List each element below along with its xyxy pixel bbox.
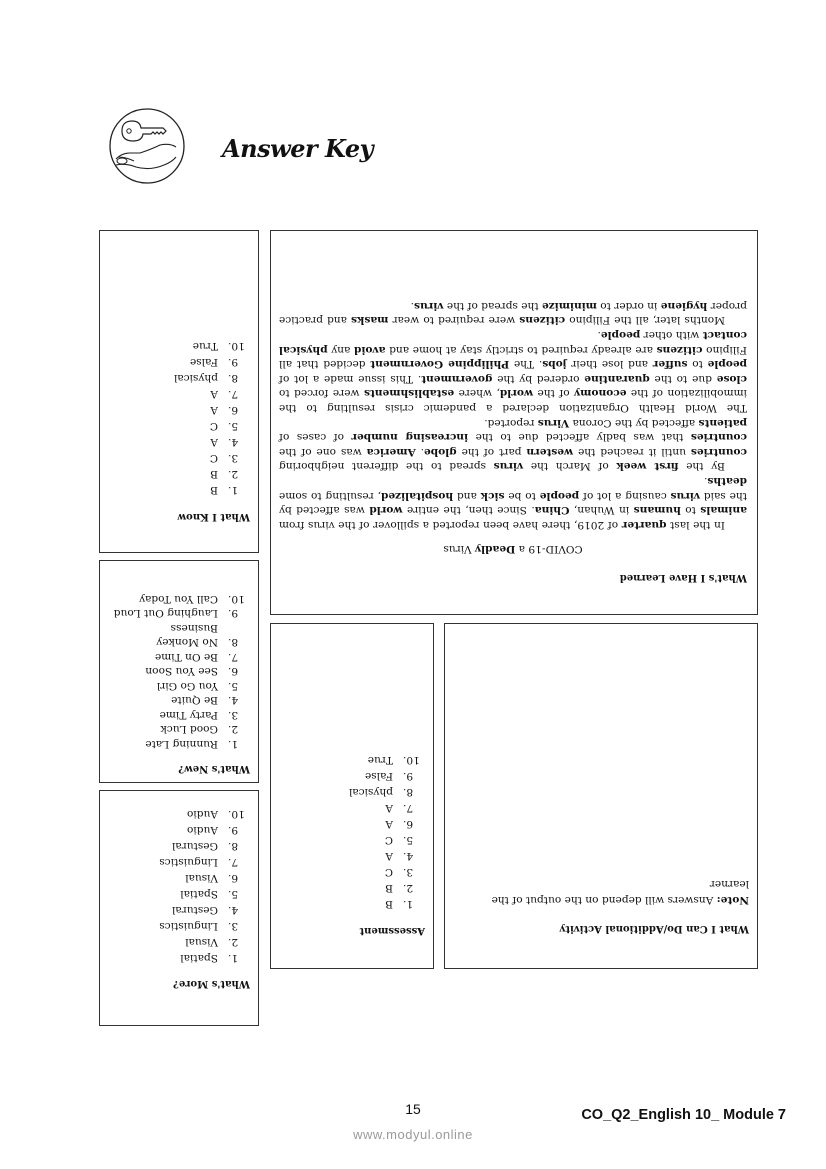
text-run: due to the (649, 372, 717, 385)
text-run: of March the (523, 460, 617, 473)
essay-paragraph (279, 328, 747, 416)
item-answer: physical (348, 786, 393, 798)
module-code: CO_Q2_English 10_ Module 7 (581, 1107, 786, 1123)
note-text: Answers will depend on the output of the learner (491, 878, 749, 906)
section-heading: Assessment (359, 925, 425, 936)
keyword: first week (616, 460, 679, 473)
answer-list (110, 806, 250, 966)
item-number: 8. (228, 840, 239, 852)
essay-paragraph (279, 298, 747, 327)
item-answer: Spatial (180, 888, 218, 900)
text-run: The World Health Organization declared a pandemic crisis resulting to the immobilization of the (279, 387, 747, 415)
item-answer: A (385, 802, 393, 814)
item-answer: No Monkey Business (156, 622, 218, 649)
text-run: Months later, all the Filipino (565, 314, 725, 327)
text-run: that was badly affected due to the (468, 431, 691, 444)
answer-item (281, 848, 425, 864)
answer-item (110, 838, 250, 854)
text-run: in order to (596, 299, 661, 312)
item-answer: Linguistics (159, 920, 218, 932)
answer-item (110, 450, 250, 466)
text-run: of cases of (279, 431, 352, 444)
keyword: world (369, 504, 403, 517)
answer-item (110, 870, 250, 886)
item-number: 9. (228, 607, 239, 620)
item-number: 4. (228, 694, 239, 707)
keyword: people (539, 489, 580, 502)
text-run: reported. (484, 416, 538, 429)
keyword: physical contact (278, 329, 747, 356)
answer-item (110, 370, 250, 386)
item-number: 1. (228, 952, 239, 964)
keyword: animals (700, 504, 747, 517)
keyword: quarantine (584, 372, 650, 385)
section-heading: What's I Have Learned (619, 572, 747, 583)
text-run: and (453, 489, 481, 502)
text-run: , resulting to some (279, 489, 381, 502)
item-number: 7. (403, 802, 414, 814)
keyword: world (499, 387, 534, 400)
text-run: . Since then, the entire (402, 504, 535, 517)
item-answer: Party Time (159, 709, 218, 721)
what-i-can-do-box (444, 623, 758, 969)
text-run: was affected by the said (279, 489, 747, 517)
keyword: masks (351, 314, 389, 327)
item-number: 3. (403, 866, 414, 878)
answer-item (281, 800, 425, 816)
text-run: the spread of the (443, 299, 542, 312)
item-number: 1. (403, 898, 414, 910)
item-number: 6. (403, 818, 414, 830)
item-number: 8. (403, 786, 414, 798)
item-answer: Good Luck (160, 723, 218, 736)
item-answer: Gestural (171, 904, 218, 916)
answer-item (281, 816, 425, 832)
item-answer: Spatial (180, 952, 218, 964)
item-answer: B (385, 882, 393, 894)
section-heading: What I Know (177, 511, 250, 522)
answer-item (281, 832, 425, 848)
text-run: and lose their (566, 358, 653, 371)
item-answer: Audio (186, 824, 218, 836)
keyword: virus (493, 460, 524, 473)
answer-item (110, 434, 250, 450)
essay-title (279, 542, 747, 557)
keyword: countries (690, 431, 747, 444)
text-run: . (597, 329, 601, 342)
item-number: 6. (228, 872, 239, 884)
item-number: 10. (403, 754, 420, 766)
item-answer: B (210, 484, 218, 496)
text-run: and practice proper (279, 299, 747, 327)
item-number: 4. (403, 850, 414, 862)
item-answer: See You Soon (145, 665, 218, 678)
answer-item (110, 621, 250, 650)
item-answer: C (384, 834, 393, 846)
answer-item (110, 354, 250, 370)
section-heading: What I Can Do/Additional Activity (559, 923, 749, 934)
answer-item (110, 402, 250, 418)
keyword: Philippine Government (370, 358, 510, 371)
item-number: 9. (228, 356, 239, 368)
answer-item (110, 902, 250, 918)
what-i-know-box (99, 230, 259, 553)
item-answer: Laughing Out Loud (113, 607, 218, 620)
item-answer: True (367, 754, 393, 766)
answer-item (110, 592, 250, 607)
item-number: 2. (228, 723, 239, 736)
item-answer: A (385, 850, 393, 862)
text-run: are already required to strictly stay at home and (385, 343, 657, 356)
item-answer: True (192, 340, 218, 352)
item-number: 7. (228, 651, 239, 663)
item-number: 9. (403, 770, 414, 782)
keyword: close (716, 372, 747, 385)
item-number: 4. (228, 436, 239, 448)
keyword: virus (414, 299, 444, 312)
whats-new-box (99, 560, 259, 783)
text-run: causing a lot of (579, 489, 671, 502)
answer-item (110, 482, 250, 498)
page-number: 15 (405, 1101, 421, 1117)
keyword: avoid (354, 343, 386, 356)
item-number: 5. (228, 420, 239, 432)
answer-item (110, 386, 250, 402)
answer-item (110, 606, 250, 621)
keyword: sick (480, 489, 505, 502)
answer-item (110, 664, 250, 679)
essay-body (279, 298, 747, 532)
item-answer: physical (173, 372, 218, 384)
answer-item (110, 693, 250, 708)
item-answer: B (385, 898, 393, 910)
essay-paragraph (279, 415, 747, 473)
text-run: until it reached the (573, 445, 691, 458)
item-answer: A (385, 818, 393, 830)
item-number: 2. (228, 936, 239, 948)
text-run: In the last (666, 518, 725, 531)
keyword: people (600, 329, 641, 342)
keyword: increasing number (351, 431, 469, 444)
keyword: China (534, 504, 570, 517)
item-answer: B (210, 468, 218, 480)
item-number: 3. (228, 452, 239, 464)
keyword: citizens (656, 343, 703, 356)
keyword: suffer (652, 358, 688, 371)
answer-list (281, 752, 425, 912)
item-answer: C (209, 420, 218, 432)
answer-item (110, 918, 250, 934)
text-run: to (687, 358, 708, 371)
answer-item (110, 737, 250, 752)
item-answer: Be Quite (171, 694, 218, 707)
note (489, 876, 749, 908)
keyword: America (366, 445, 416, 458)
text-run: of 2019, there have been reported a spillover of the virus from (279, 518, 622, 531)
answer-item (281, 752, 425, 768)
keyword: people (707, 358, 747, 371)
section-heading: What's More? (172, 978, 250, 989)
text-run: to (680, 504, 701, 517)
item-number: 6. (228, 404, 239, 416)
answer-item (110, 822, 250, 838)
item-number: 10. (228, 593, 245, 605)
text-run: . The (509, 358, 543, 371)
keyword: western (526, 445, 574, 458)
answer-list (110, 592, 250, 752)
essay-title-bold: Deadly (474, 543, 516, 556)
text-run: were forced to (279, 387, 364, 400)
item-number: 7. (228, 388, 239, 400)
assessment-box (270, 623, 434, 969)
answer-item (110, 950, 250, 966)
keyword: deaths (707, 475, 747, 488)
item-answer: Visual (185, 872, 218, 884)
item-answer: Gestural (171, 840, 218, 852)
keyword: Virus (537, 416, 570, 429)
essay-title-text: COVID-19 a (515, 543, 583, 556)
keyword: minimize (541, 299, 597, 312)
item-number: 1. (228, 738, 239, 750)
answer-item (110, 466, 250, 482)
answer-item (110, 934, 250, 950)
text-run: part of the (456, 445, 527, 458)
keyword: economy (574, 387, 627, 400)
essay-title-text: Virus (443, 543, 475, 556)
item-number: 1. (228, 484, 239, 496)
item-answer: Be On Time (154, 651, 218, 663)
keyword: humans (633, 504, 681, 517)
answer-item (110, 722, 250, 737)
page-title: Answer Key (222, 134, 374, 163)
item-number: 2. (228, 468, 239, 480)
keyword: hospitalized (380, 489, 454, 502)
item-number: 8. (228, 372, 239, 384)
keyword: countries (690, 445, 747, 458)
item-number: 5. (228, 680, 239, 692)
keyword: citizens (519, 314, 566, 327)
section-heading: What's New? (178, 763, 250, 774)
text-run: . (415, 445, 425, 458)
item-number: 6. (228, 665, 239, 678)
item-answer: False (189, 356, 218, 368)
answer-item (110, 708, 250, 723)
keyword: jobs (542, 358, 567, 371)
item-answer: C (209, 452, 218, 464)
answer-item (110, 886, 250, 902)
item-answer: Running Late (145, 738, 218, 750)
item-number: 2. (403, 882, 414, 894)
text-run: spread to the different neighboring (279, 460, 494, 473)
item-answer: A (210, 388, 218, 400)
text-run: . (410, 299, 415, 312)
text-run: any (327, 343, 355, 356)
answer-item (110, 418, 250, 434)
answer-item (281, 768, 425, 784)
keyword: hygiene (660, 299, 708, 312)
answer-item (281, 880, 425, 896)
answer-list (110, 338, 250, 498)
answer-item (110, 338, 250, 354)
answer-item (281, 896, 425, 912)
item-number: 10. (228, 808, 245, 820)
item-answer: A (210, 436, 218, 448)
item-answer: Linguistics (159, 856, 218, 868)
text-run: By the (678, 460, 725, 473)
answer-item (281, 864, 425, 880)
item-number: 7. (228, 856, 239, 868)
keyword: government (421, 372, 493, 385)
answer-item (110, 854, 250, 870)
item-number: 4. (228, 904, 239, 916)
essay-paragraph (279, 473, 747, 531)
text-run: was one of the (279, 445, 367, 458)
item-number: 5. (403, 834, 414, 846)
text-run: . This issue made a lot of (279, 372, 422, 385)
text-run: in Wuhan, (569, 504, 634, 517)
keyword: quarter (621, 518, 667, 531)
answer-item (281, 784, 425, 800)
text-run: affected by the Corona (569, 416, 699, 429)
text-run: . (704, 475, 708, 488)
text-run: decided that all Filipino (279, 343, 747, 371)
item-answer: False (364, 770, 393, 782)
keyword: globe (424, 445, 457, 458)
text-run: of the (533, 387, 575, 400)
text-run: , where (454, 387, 500, 400)
item-number: 3. (228, 920, 239, 932)
keyword: establishments (364, 387, 455, 400)
item-number: 3. (228, 709, 239, 721)
item-answer: C (384, 866, 393, 878)
keyword: patients (698, 416, 747, 429)
answer-item (110, 650, 250, 665)
text-run: to be (504, 489, 540, 502)
keyword: virus (670, 489, 701, 502)
whats-i-have-learned-box (270, 230, 758, 615)
item-number: 5. (228, 888, 239, 900)
text-run: ordered by the (492, 372, 585, 385)
item-answer: Call You Today (139, 593, 218, 605)
item-number: 9. (228, 824, 239, 836)
item-answer: You Go Girl (156, 680, 218, 692)
text-run: were required to wear (388, 314, 520, 327)
note-label: Note: (716, 894, 749, 906)
key-in-hand-icon (108, 107, 186, 185)
item-number: 10. (228, 340, 245, 352)
item-number: 8. (228, 636, 239, 649)
item-answer: A (210, 404, 218, 416)
item-answer: Visual (185, 936, 218, 948)
watermark: www.modyul.online (353, 1127, 473, 1142)
item-answer: Audio (186, 808, 218, 820)
whats-more-box (99, 790, 259, 1026)
answer-item (110, 806, 250, 822)
text-run: with other (640, 329, 703, 342)
answer-item (110, 679, 250, 694)
